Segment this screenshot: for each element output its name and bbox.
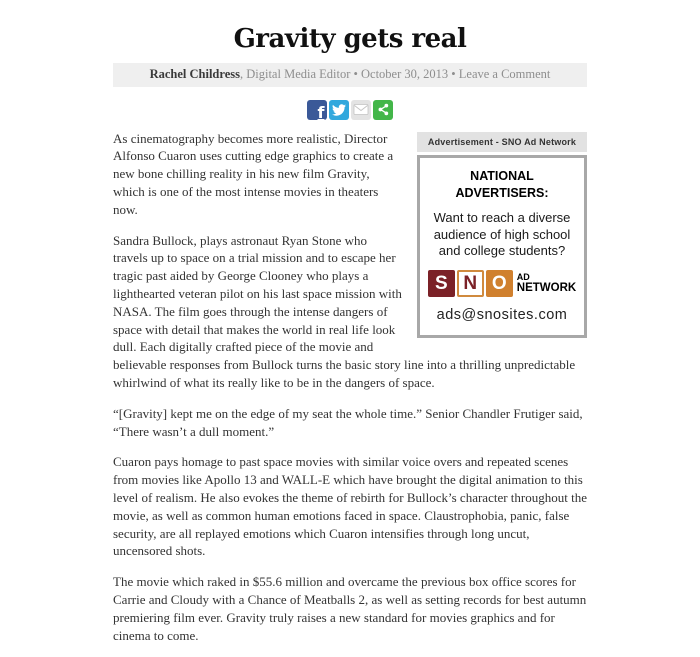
envelope-icon (353, 103, 369, 116)
leave-a-comment-link[interactable]: Leave a Comment (458, 66, 551, 81)
byline (113, 63, 587, 87)
article-page (113, 0, 587, 657)
sno-logo-network-text: NETWORK (516, 282, 577, 295)
sno-logo-letter-s: S (428, 270, 455, 297)
sno-logo-letter-o: O (486, 270, 513, 297)
paragraph-5: The movie which raked in $55.6 million and overcame the previous box office scores for Carrie and Cloudy with a Chance of Meatballs 2, as well as setting records for best autumn premiering film ever. Gravity truly raises a new standard for movies graphics and for cinema to come. (113, 574, 587, 643)
ad-email-link[interactable]: ads@snosites.com (436, 307, 568, 324)
paragraph-3-quote: “[Gravity] kept me on the edge of my seat the whole time.” Senior Chandler Frutiger said, “There wasn’t a dull moment.” (113, 405, 583, 439)
sno-logo-ad-text: AD (516, 271, 530, 282)
ad-network-label: Advertisement - SNO Ad Network (417, 132, 587, 152)
share-nodes-icon (377, 103, 390, 116)
page-title: Gravity gets real (233, 24, 467, 54)
share-alt-icon[interactable] (373, 100, 393, 120)
paragraph-1: As cinematography becomes more realistic, Director Alfonso Cuaron uses cutting edge graphics to create a new bone chilling reality in his new film Gravity, which is one of the most intense movies in theaters now. (113, 130, 394, 217)
ad-pitch-text: Want to reach a diverse audience of high school and college students? (433, 210, 571, 259)
ad-headline: NATIONAL ADVERTISERS: (455, 168, 549, 201)
byline-meta: , Digital Media Editor • October 30, 2013 • (239, 66, 459, 81)
share-buttons (113, 100, 587, 120)
facebook-share-icon[interactable] (307, 100, 327, 120)
paragraph-4: Cuaron pays homage to past space movies with similar voice overs and repeated scenes from movies like Apollo 13 and WALL-E which have brought the digital animation to this level of realism. He also evokes the theme of rebirth for Bullock’s character throughout the movie, as well as common human emotions faced in space. Claustrophobia, panic, false security, are all replayed emotions which Cuaron intensifies through long uncut, uncensored shots. (113, 454, 587, 559)
article-body (113, 130, 587, 657)
email-share-icon[interactable] (351, 100, 371, 120)
facebook-f-glyph: f (317, 103, 325, 120)
sno-logo-letter-n: N (457, 270, 484, 297)
twitter-bird-icon (332, 103, 346, 117)
author-link[interactable]: Rachel Childress (149, 66, 240, 81)
sno-ad-creative[interactable] (417, 155, 587, 338)
sno-logo (425, 270, 579, 297)
paragraph-2: Sandra Bullock, plays astronaut Ryan Stone who travels up to space on a trial mission and to escape her tragic past aided by George Clooney who plays a lighthearted veteran pilot on his last space mission with NASA. The film goes through the intense dangers of space with detail that makes the world in real life look dull. Each digitally crafted piece of the movie and believable responses from Bullock turns the basic story line into a thrilling unpredictable whirlwind of what its really like to be in the dangers of space. (113, 232, 576, 390)
ad-container (417, 132, 587, 338)
twitter-share-icon[interactable] (329, 100, 349, 120)
sno-logo-suffix (517, 273, 576, 295)
